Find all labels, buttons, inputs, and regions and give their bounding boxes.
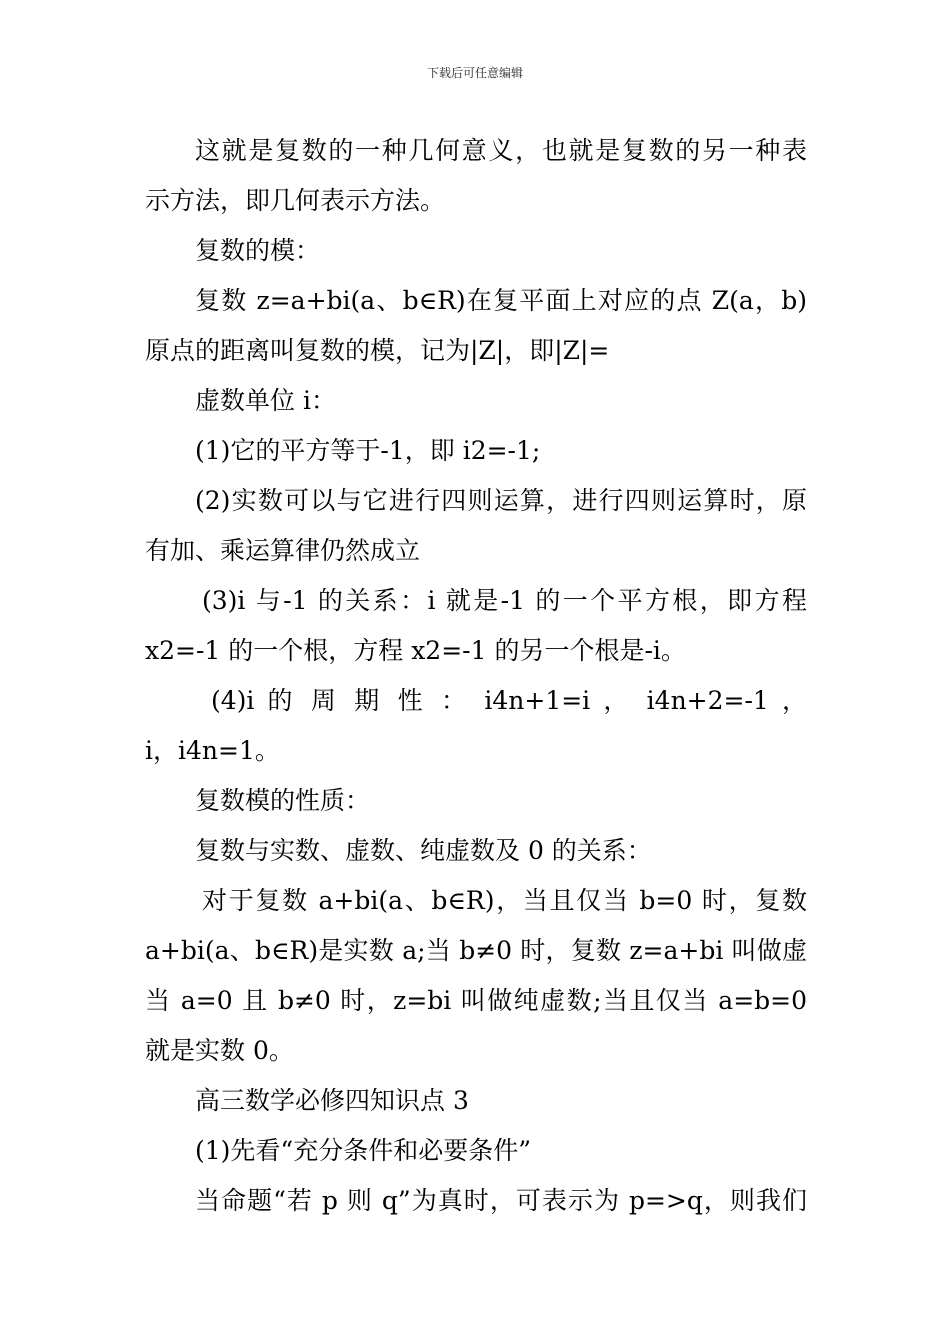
paragraph-line: x2=-1 的一个根，方程 x2=-1 的另一个根是-i。 [145,636,686,665]
paragraph-line: 有加、乘运算律仍然成立 [145,536,421,565]
section-heading: 高三数学必修四知识点 3 [195,1086,469,1115]
page-header: 下载后可任意编辑 [426,66,523,80]
paragraph-line: 示方法，即几何表示方法。 [145,186,446,215]
section-heading: 复数的模： [195,236,321,265]
paragraph-line: 这就是复数的一种几何意义，也就是复数的另一种表 [195,136,807,165]
section-heading: 复数模的性质： [195,786,371,815]
paragraph-line: 当 a=0 且 b≠0 时，z=bi 叫做纯虚数;当且仅当 a=b=0 [145,986,807,1015]
paragraph-line: i，i4n=1。 [145,736,280,765]
paragraph-line: 对于复数 a+bi(a、b∈R)，当且仅当 b=0 时，复数 [202,886,807,915]
paragraph-line: a+bi(a、b∈R)是实数 a;当 b≠0 时，复数 z=a+bi 叫做虚 [145,936,807,965]
paragraph-line: 当命题“若 p 则 q”为真时，可表示为 p=>q，则我们 [195,1186,807,1215]
section-heading: 复数与实数、虚数、纯虚数及 0 的关系： [195,836,652,865]
list-item: (1)先看“充分条件和必要条件” [195,1136,531,1165]
section-heading: 虚数单位 i： [195,386,336,415]
list-item: (3)i 与-1 的关系：i 就是-1 的一个平方根，即方程 [202,586,807,615]
paragraph-line: 就是实数 0。 [145,1036,294,1065]
paragraph-line: 原点的距离叫复数的模，记为|Z|，即|Z|= [145,336,610,365]
document-body [145,126,807,1226]
list-item: (1)它的平方等于-1，即 i2=-1; [195,436,541,465]
list-item: (4)i 的 周 期 性 ： i4n+1=i ， i4n+2=-1 ， [211,686,807,715]
paragraph-line: 复数 z=a+bi(a、b∈R)在复平面上对应的点 Z(a，b) [195,286,807,315]
list-item: (2)实数可以与它进行四则运算，进行四则运算时，原 [195,486,807,515]
